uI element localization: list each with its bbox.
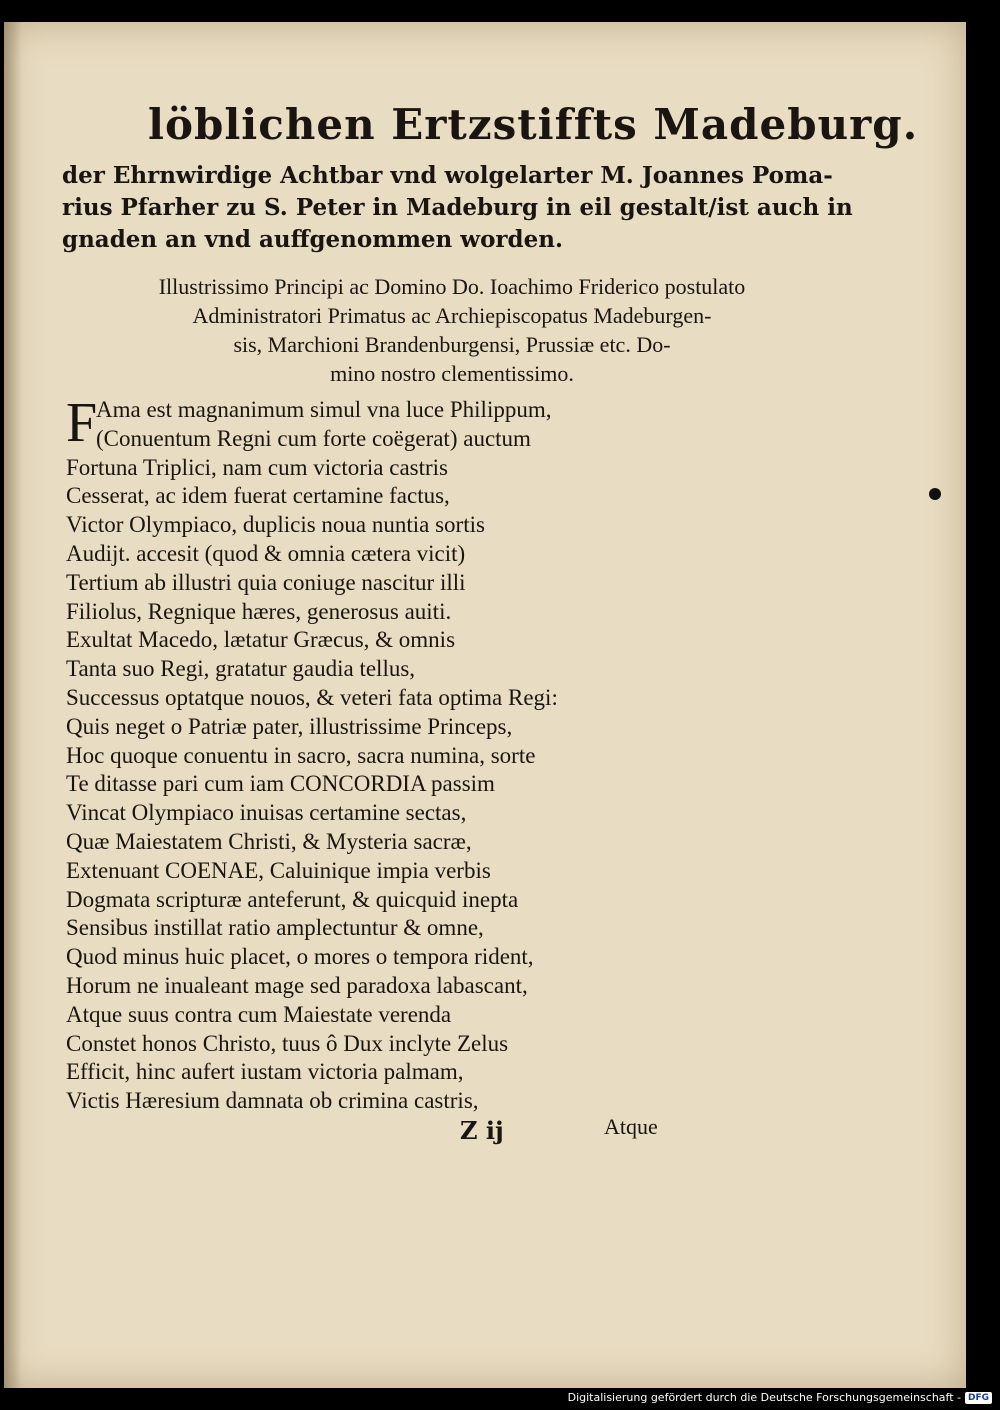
poem-line: Extenuant COENAE, Caluinique impia verbis: [66, 857, 491, 883]
poem-line: Successus optatque nouos, & veteri fata optima Regi:: [66, 684, 558, 710]
intro-line: rius Pfarher zu S. Peter in Madeburg in eil gestalt/ist auch in: [62, 194, 853, 221]
footer-text: Digitalisierung gefördert durch die Deutsche Forschungsgemeinschaft -: [567, 1391, 961, 1404]
dfg-logo: DFG: [965, 1392, 992, 1404]
poem-line: Audijt. accesit (quod & omnia cætera vicit): [66, 540, 466, 566]
digitization-footer: [568, 1391, 992, 1404]
poem-line: Constet honos Christo, tuus ô Dux inclyte Zelus: [66, 1030, 509, 1056]
poem-line: Quæ Maiestatem Christi, & Mysteria sacræ,: [66, 828, 472, 854]
poem-line: Atque suus contra cum Maiestate verenda: [66, 1001, 452, 1027]
poem-line: Tanta suo Regi, gratatur gaudia tellus,: [66, 656, 416, 682]
dedication-block: [62, 272, 842, 388]
dedication-line: sis, Marchioni Brandenburgensi, Prussiæ etc. Do-: [233, 332, 671, 357]
drop-cap-initial: F: [66, 392, 98, 454]
poem-line: Fortuna Triplici, nam cum victoria castris: [66, 454, 449, 480]
poem-line: Quod minus huic placet, o mores o tempora rident,: [66, 944, 534, 970]
poem-line: Cesserat, ac idem fuerat certamine factus,: [66, 483, 450, 509]
poem-line: Hoc quoque conuentu in sacro, sacra numina, sorte: [66, 742, 536, 768]
poem-line: Exultat Macedo, lætatur Græcus, & omnis: [66, 627, 456, 653]
dedication-line: mino nostro clementissimo.: [330, 361, 574, 386]
intro-line: gnaden an vnd auffgenommen worden.: [62, 226, 563, 253]
poem-line: (Conuentum Regni cum forte coëgerat) auctum: [96, 425, 531, 451]
poem-line: Victor Olympiaco, duplicis noua nuntia sortis: [66, 512, 485, 538]
poem-line: Victis Hæresium damnata ob crimina castris,: [66, 1088, 479, 1114]
dedication-line: Administratori Primatus ac Archiepiscopatus Madeburgen-: [192, 303, 712, 328]
poem-line: Tertium ab illustri quia coniuge nascitur illi: [66, 569, 466, 595]
poem-line: Filiolus, Regnique hæres, generosus auiti.: [66, 598, 452, 624]
catchword: Atque: [604, 1114, 658, 1139]
intro-line: der Ehrnwirdige Achtbar vnd wolgelarter M. Joannes Poma-: [62, 162, 833, 189]
poem-line: Quis neget o Patriæ pater, illustrissime Princeps,: [66, 713, 513, 739]
poem-line: Efficit, hinc aufert iustam victoria palmam,: [66, 1059, 464, 1085]
poem-body: [66, 392, 686, 1116]
poem-line: Dogmata scripturæ anteferunt, & quicquid inepta: [66, 886, 519, 912]
intro-paragraph: [62, 160, 853, 256]
signature-mark: Z ij: [460, 1116, 504, 1145]
poem-line: Ama est magnanimum simul vna luce Philippum,: [96, 397, 552, 422]
ink-spot: [929, 488, 941, 500]
dedication-line: Illustrissimo Principi ac Domino Do. Ioachimo Friderico postulato: [158, 274, 746, 299]
poem-line: Sensibus instillat ratio amplectuntur & omne,: [66, 915, 484, 941]
poem-line: Te ditasse pari cum iam CONCORDIA passim: [66, 771, 495, 797]
poem-line: Vincat Olympiaco inuisas certamine sectas,: [66, 800, 467, 826]
poem-line: Horum ne inualeant mage sed paradoxa labascant,: [66, 972, 528, 998]
page-heading: löblichen Ertzstiffts Madeburg.: [148, 100, 919, 149]
